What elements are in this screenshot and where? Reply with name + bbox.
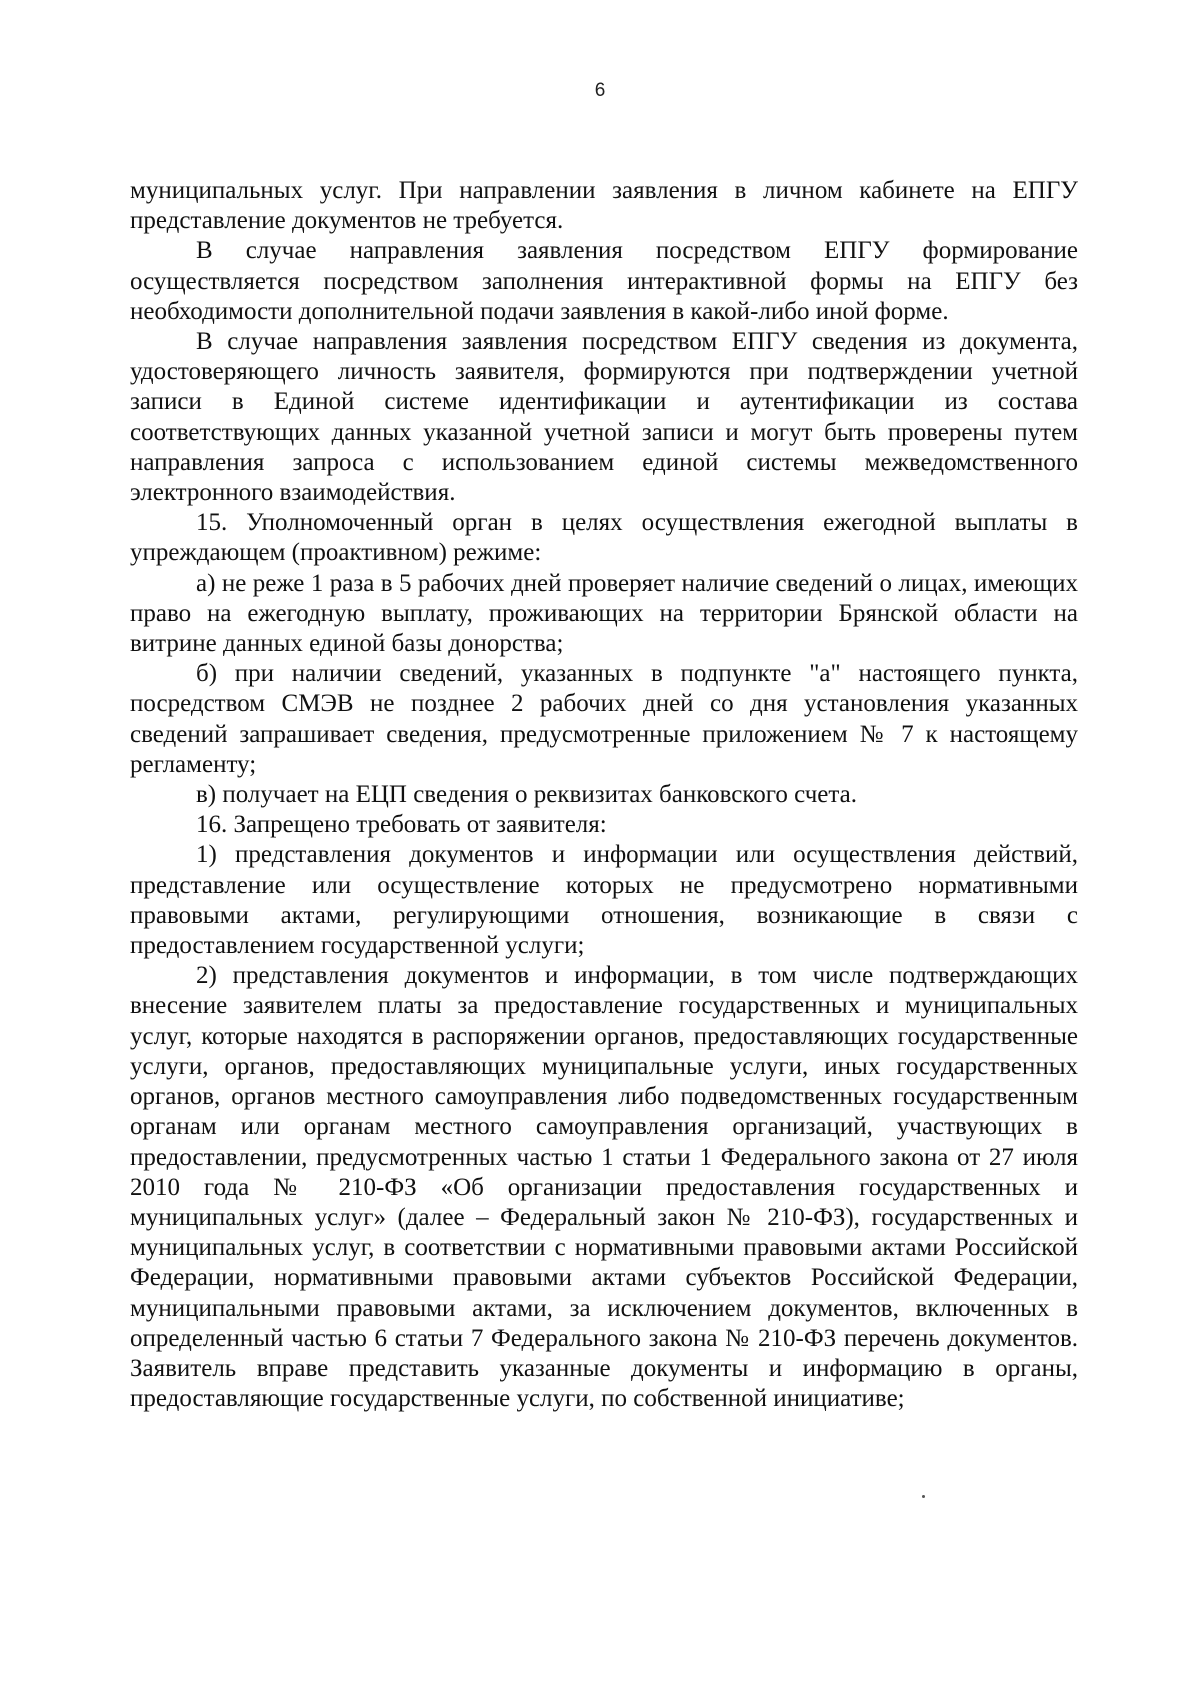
paragraph-item-16-2: 2) представления документов и информации, в том числе подтверждающих внесение заявителем платы за предоставление государственных и муниципальных услуг, которые находятся в распоряжении органов, предоставляющих государственные услуги, органов, предоставляющих муниципальные услуги, иных государственных органов, органов местного самоуправления либо подведомственных государственным органам или органам местного самоуправления организаций, участвующих в предоставлении, предусмотренных частью 1 статьи 1 Федерального закона от 27 июля 2010 года № 210-ФЗ «Об организации предоставления государственных и муниципальных услуг» (далее – Федеральный закон № 210-ФЗ), государственных и муниципальных услуг, в соответствии с нормативными правовыми актами Российской Федерации, нормативными правовыми актами субъектов Российской Федерации, муниципальными правовыми актами, за исключением документов, включенных в определенный частью 6 статьи 7 Федерального закона № 210-ФЗ перечень документов. Заявитель вправе представить указанные документы и информацию в органы, предоставляющие государственные услуги, по собственной инициативе;: [130, 962, 1078, 1413]
paragraph-item-16: 16. Запрещено требовать от заявителя:: [196, 811, 607, 839]
paragraph-epgu-form: В случае направления заявления посредством ЕПГУ формирование осуществляется посредством заполнения интерактивной формы на ЕПГУ без необходимости дополнительной подачи заявления в какой-либо иной форме.: [130, 237, 1078, 325]
page-number: 6: [594, 80, 606, 101]
scan-speck: [922, 1495, 925, 1498]
paragraph-item-15-b: б) при наличии сведений, указанных в подпункте "а" настоящего пункта, посредством СМЭВ не позднее 2 рабочих дней со дня установления указанных сведений запрашивает сведения, предусмотренные приложением № 7 к настоящему регламенту;: [130, 660, 1078, 778]
paragraph-item-16-1: 1) представления документов и информации или осуществления действий, представление или осуществление которых не предусмотрено нормативными правовыми актами, регулирующими отношения, возникающие в связи с предоставлением государственной услуги;: [130, 841, 1078, 960]
paragraph-item-15-a: а) не реже 1 раза в 5 рабочих дней проверяет наличие сведений о лицах, имеющих право на ежегодную выплату, проживающих на территории Брянской области на витрине данных единой базы донорства;: [130, 569, 1078, 658]
paragraph-continuation: муниципальных услуг. При направлении заявления в личном кабинете на ЕПГУ представление документов не требуется.: [130, 177, 1078, 235]
document-body: [130, 176, 1078, 1414]
paragraph-item-15: 15. Уполномоченный орган в целях осуществления ежегодной выплаты в упреждающем (проактивном) режиме:: [130, 509, 1078, 567]
paragraph-item-15-v: в) получает на ЕЦП сведения о реквизитах банковского счета.: [196, 781, 857, 809]
paragraph-epgu-identity: В случае направления заявления посредством ЕПГУ сведения из документа, удостоверяющего личность заявителя, формируются при подтверждении учетной записи в Единой системе идентификации и аутентификации из состава соответствующих данных указанной учетной записи и могут быть проверены путем направления запроса с использованием единой системы межведомственного электронного взаимодействия.: [130, 328, 1078, 507]
